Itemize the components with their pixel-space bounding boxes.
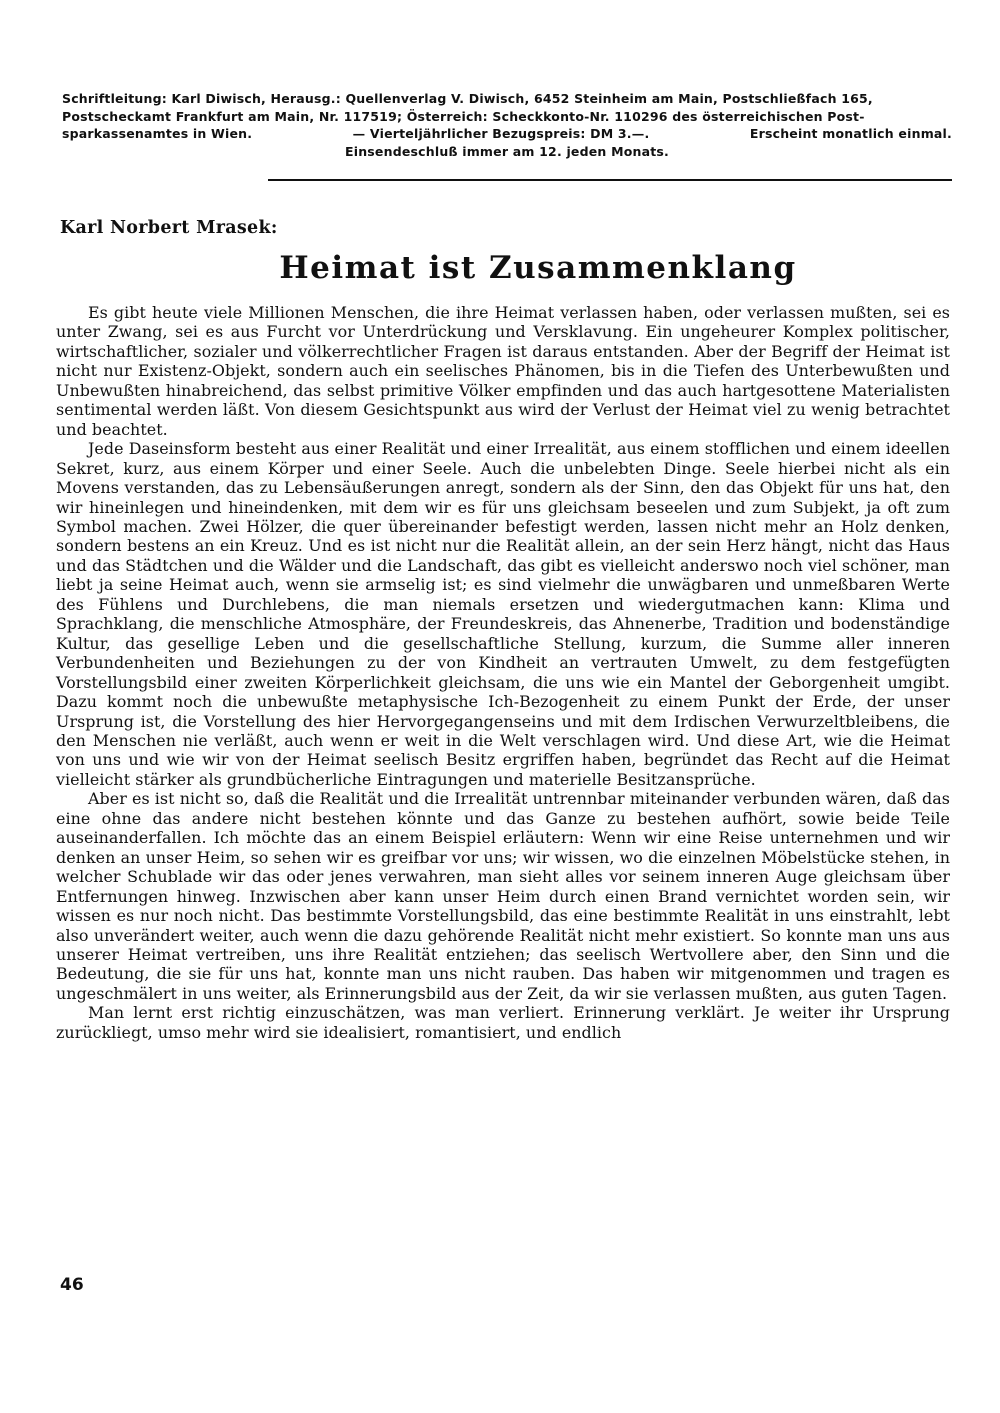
masthead-line-4: Einsendeschluß immer am 12. jeden Monats. [344,143,670,159]
paragraph-4: Man lernt erst richtig einzuschätzen, was man verliert. Erinnerung verklärt. Je weiter ihr Ursprung zurückliegt, umso mehr wird sie idealisiert, romantisiert, und endlich [56,1003,950,1042]
masthead-line-3-mid: — Vierteljährlicher Bezugspreis: DM 3.—. [352,126,650,141]
paragraph-1: Es gibt heute viele Millionen Menschen, die ihre Heimat verlassen haben, oder verlassen mußten, sei es unter Zwang, sei es aus Furcht vor Unterdrückung und Versklavung. Ein ungeheurer Komplex politischer, wirtschaftlicher, sozialer und völkerrechtlicher Fragen ist daraus entstanden. Aber der Begriff der Heimat ist nicht nur Existenz-Objekt, sondern auch ein seelisches Phänomen, bis in die Tiefen des Unterbewußten und Unbewußten hinabreichend, das selbst primitive Völker empfinden und das auch hartgesottene Materialisten sentimental werden läßt. Von diesem Gesichtspunkt aus wird der Verlust der Heimat viel zu wenig betrachtet und beachtet. [56,303,950,439]
masthead-line-3-left: sparkassenamtes in Wien. [62,126,253,141]
masthead-line-3 [62,125,952,143]
masthead-line-3-right: Erscheint monatlich einmal. [749,126,952,141]
masthead [62,90,952,160]
masthead-line-2: Postscheckamt Frankfurt am Main, Nr. 117519; Österreich: Scheckkonto-Nr. 110296 des österreichischen Post- [62,108,865,124]
article-author: Karl Norbert Mrasek: [60,218,278,238]
page-number: 46 [60,1275,84,1295]
paragraph-2: Jede Daseinsform besteht aus einer Realität und einer Irrealität, aus einem stofflichen und einem ideellen Sekret, kurz, aus einem Körper und einer Seele. Auch die unbelebten Dinge. Seele hierbei nicht als ein Movens verstanden, das zu Lebensäußerungen anregt, sondern als der Sinn, den das Objekt für uns hat, den wir hineinlegen und hineindenken, mit dem wir es für uns gleichsam beseelen und zum Subjekt, ja oft zum Symbol machen. Zwei Hölzer, die quer übereinander befestigt werden, lassen nicht mehr an Holz denken, sondern bestens an ein Kreuz. Und es ist nicht nur die Realität allein, an der sein Herz hängt, nicht das Haus und das Städtchen und die Wälder und die Landschaft, das gibt es vielleicht anderswo noch viel schöner, man liebt ja seine Heimat auch, wenn sie armselig ist; es sind vielmehr die unwägbaren und unmeßbaren Werte des Fühlens und Durchlebens, die man niemals ersetzen und wiedergutmachen kann: Klima und Sprachklang, die menschliche Atmosphäre, der Freundeskreis, das Ahnenerbe, Tradition und bodenständige Kultur, das gesellige Leben und die gesellschaftliche Stellung, kurzum, die Summe aller inneren Verbundenheiten und Beziehungen zu der von Kindheit an vertrauten Umwelt, zu dem festgefügten Vorstellungsbild einer zweiten Körperlichkeit gleichsam, die uns wie ein Mantel der Geborgenheit umgibt. Dazu kommt noch die unbewußte metaphysische Ich-Bezogenheit zu einem Punkt der Erde, der unser Ursprung ist, die Vorstellung des hier Hervorgegangenseins und mit dem Irdischen Verwurzeltbleibens, die den Menschen nie verläßt, auch wenn er weit in die Welt verschlagen wird. Und diese Art, wie die Heimat von uns und wie wir von der Heimat seelisch Besitz ergriffen haben, begründet das Recht auf die Heimat vielleicht stärker als grundbücherliche Eintragungen und materielle Besitzansprüche. [56,439,950,789]
masthead-divider [268,179,952,181]
article-body [56,303,950,1042]
paragraph-3: Aber es ist nicht so, daß die Realität und die Irrealität untrennbar miteinander verbunden wären, daß das eine ohne das andere nicht bestehen könnte und das Ganze zu bestehen aufhört, sowie beide Teile auseinanderfallen. Ich möchte das an einem Beispiel erläutern: Wenn wir eine Reise unternehmen und wir denken an unser Heim, so sehen wir es greifbar vor uns; wir wissen, wo die einzelnen Möbelstücke stehen, in welcher Schublade wir das oder jenes verwahren, man sieht alles vor seinem inneren Auge gleichsam über Entfernungen hinweg. Inzwischen aber kann unser Heim durch einen Brand vernichtet worden sein, wir wissen es nur noch nicht. Das bestimmte Vorstellungsbild, das eine bestimmte Realität in uns einstrahlt, lebt also unverändert weiter, auch wenn die dazu gehörende Realität nicht mehr existiert. So konnte man uns aus unserer Heimat vertreiben, uns ihre Realität entziehen; das seelisch Wertvollere aber, den Sinn und die Bedeutung, die sie für uns hat, konnte man uns nicht rauben. Das haben wir mitgenommen und tragen es ungeschmälert in uns weiter, als Erinnerungsbild aus der Zeit, da wir sie verlassen mußten, aus guten Tagen. [56,789,950,1003]
article-title: Heimat ist Zusammenklang [279,250,797,286]
masthead-line-1: Schriftleitung: Karl Diwisch, Herausg.: Quellenverlag V. Diwisch, 6452 Steinheim am Main, Postschließfach 165, [62,91,873,106]
